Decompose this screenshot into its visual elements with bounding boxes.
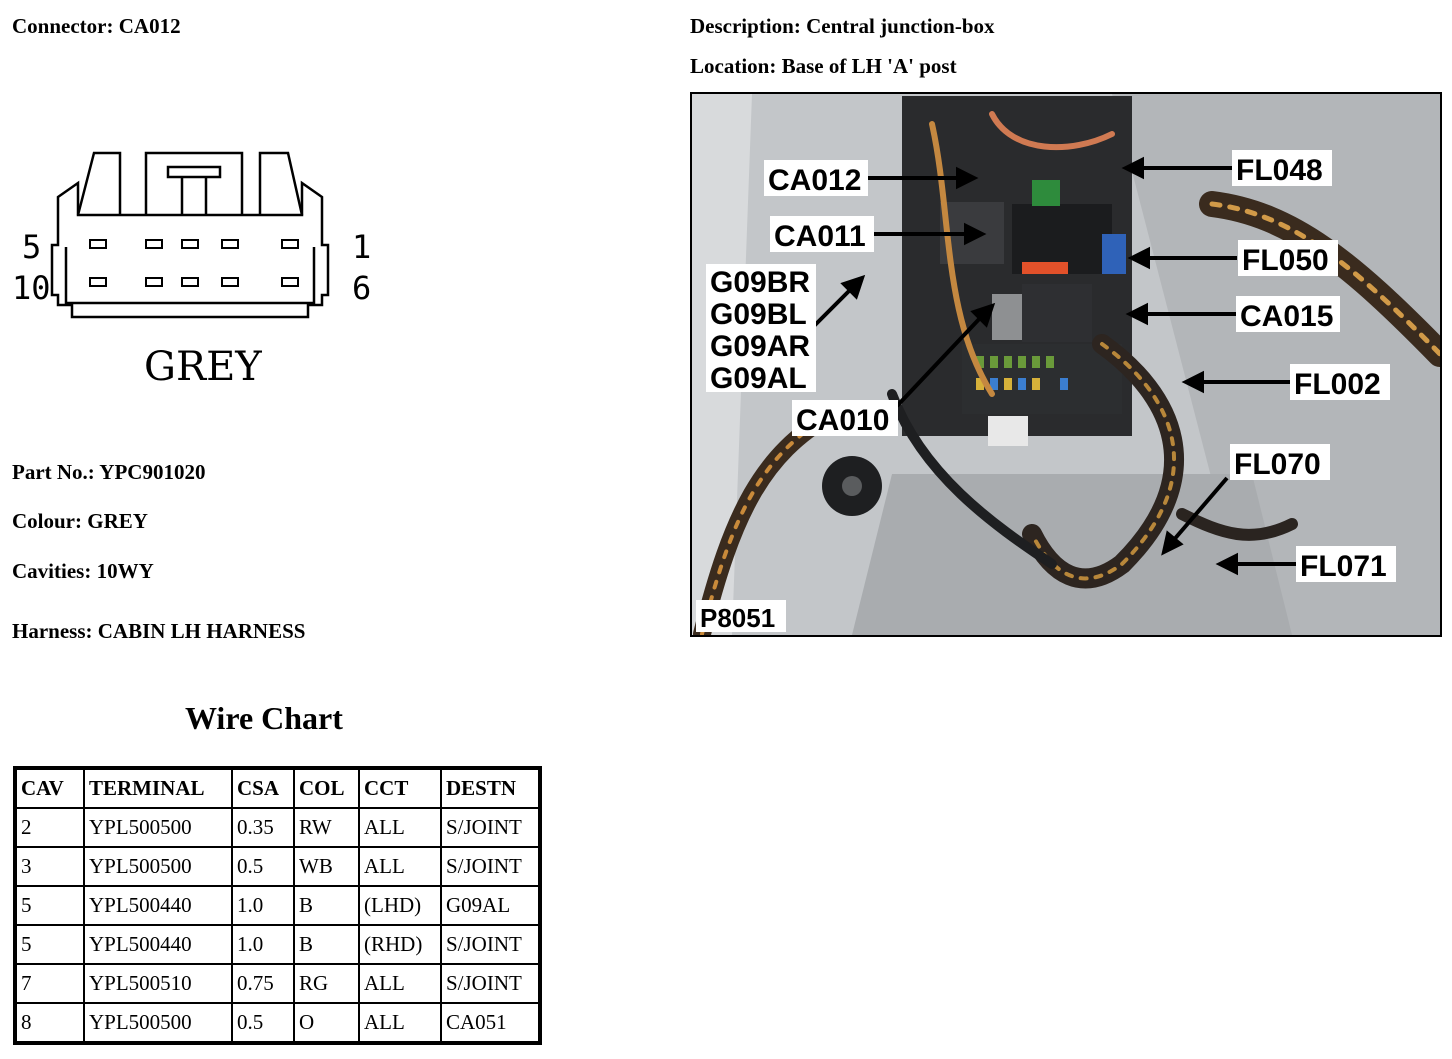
colour-label: Colour: — [12, 509, 82, 533]
location-photo — [690, 92, 1442, 637]
photo-label-ca012: CA012 — [768, 164, 862, 197]
photo-label-fl048: FL048 — [1236, 154, 1323, 187]
table-row — [16, 886, 539, 925]
table-cell: ALL — [359, 808, 441, 847]
connector-value: CA012 — [118, 14, 181, 38]
description-label: Description: — [690, 14, 801, 38]
column-header: CCT — [359, 769, 441, 808]
table-cell: 1.0 — [232, 925, 294, 964]
pin-label-1: 1 — [352, 228, 372, 266]
connector-heading — [12, 14, 181, 39]
table-cell: B — [294, 886, 359, 925]
table-cell: RW — [294, 808, 359, 847]
part-number — [12, 460, 205, 485]
table-cell: YPL500500 — [84, 1003, 232, 1042]
harness-label: Harness: — [12, 619, 93, 643]
table-cell: YPL500440 — [84, 886, 232, 925]
table-cell: S/JOINT — [441, 964, 539, 1003]
table-cell: S/JOINT — [441, 925, 539, 964]
photo-label-g09ar: G09AR — [710, 330, 811, 363]
table-cell: S/JOINT — [441, 808, 539, 847]
table-cell: 0.75 — [232, 964, 294, 1003]
wire-chart-header-row — [16, 769, 539, 808]
harness — [12, 619, 305, 644]
connector-colour-caption: GREY — [144, 344, 262, 390]
photo-label-g09al: G09AL — [710, 362, 807, 395]
pin-label-5: 5 — [22, 228, 42, 266]
description-heading — [690, 14, 995, 39]
pin-label-6: 6 — [352, 269, 372, 307]
connector-face-diagram — [8, 135, 388, 395]
table-cell: 2 — [16, 808, 84, 847]
photo-label-fl050: FL050 — [1242, 244, 1329, 277]
table-row — [16, 1003, 539, 1042]
pin-label-10: 10 — [12, 269, 51, 307]
table-cell: WB — [294, 847, 359, 886]
table-cell: CA051 — [441, 1003, 539, 1042]
description-value: Central junction-box — [806, 14, 995, 38]
column-header: COL — [294, 769, 359, 808]
table-cell: ALL — [359, 964, 441, 1003]
column-header: CAV — [16, 769, 84, 808]
colour-value: GREY — [87, 509, 148, 533]
photo-label-g09bl: G09BL — [710, 298, 807, 331]
table-cell: 5 — [16, 925, 84, 964]
part-number-value: YPC901020 — [99, 460, 206, 484]
table-cell: B — [294, 925, 359, 964]
part-number-label: Part No.: — [12, 460, 95, 484]
table-cell: YPL500440 — [84, 925, 232, 964]
table-row — [16, 925, 539, 964]
photo-label-fl002: FL002 — [1294, 368, 1381, 401]
photo-reference: P8051 — [700, 603, 776, 633]
table-cell: 0.5 — [232, 1003, 294, 1042]
table-cell: 3 — [16, 847, 84, 886]
location-label: Location: — [690, 54, 777, 78]
table-cell: 7 — [16, 964, 84, 1003]
cavities — [12, 559, 154, 584]
harness-value: CABIN LH HARNESS — [97, 619, 306, 643]
wire-chart-title: Wire Chart — [185, 700, 343, 736]
location-heading — [690, 54, 957, 79]
photo-label-ca015: CA015 — [1240, 300, 1334, 333]
table-cell: 5 — [16, 886, 84, 925]
photo-label-fl071: FL071 — [1300, 550, 1387, 583]
connector-label: Connector: — [12, 14, 114, 38]
table-cell: ALL — [359, 847, 441, 886]
table-cell: YPL500510 — [84, 964, 232, 1003]
table-cell: 0.5 — [232, 847, 294, 886]
table-cell: (RHD) — [359, 925, 441, 964]
table-cell: ALL — [359, 1003, 441, 1042]
table-cell: S/JOINT — [441, 847, 539, 886]
column-header: TERMINAL — [84, 769, 232, 808]
table-row — [16, 808, 539, 847]
table-row — [16, 847, 539, 886]
table-row — [16, 964, 539, 1003]
table-cell: 8 — [16, 1003, 84, 1042]
table-cell: RG — [294, 964, 359, 1003]
photo-label-ca011: CA011 — [774, 220, 866, 253]
cavities-label: Cavities: — [12, 559, 92, 583]
junction-box-illustration — [692, 94, 1440, 635]
table-cell: O — [294, 1003, 359, 1042]
wire-chart-table — [13, 766, 542, 1045]
location-value: Base of LH 'A' post — [781, 54, 957, 78]
column-header: DESTN — [441, 769, 539, 808]
photo-label-g09br: G09BR — [710, 266, 811, 299]
photo-label-ca010: CA010 — [796, 404, 890, 437]
colour — [12, 509, 148, 534]
table-cell: (LHD) — [359, 886, 441, 925]
cavities-value: 10WY — [96, 559, 154, 583]
table-cell: G09AL — [441, 886, 539, 925]
table-cell: YPL500500 — [84, 808, 232, 847]
column-header: CSA — [232, 769, 294, 808]
table-cell: YPL500500 — [84, 847, 232, 886]
photo-label-fl070: FL070 — [1234, 448, 1321, 481]
table-cell: 1.0 — [232, 886, 294, 925]
table-cell: 0.35 — [232, 808, 294, 847]
